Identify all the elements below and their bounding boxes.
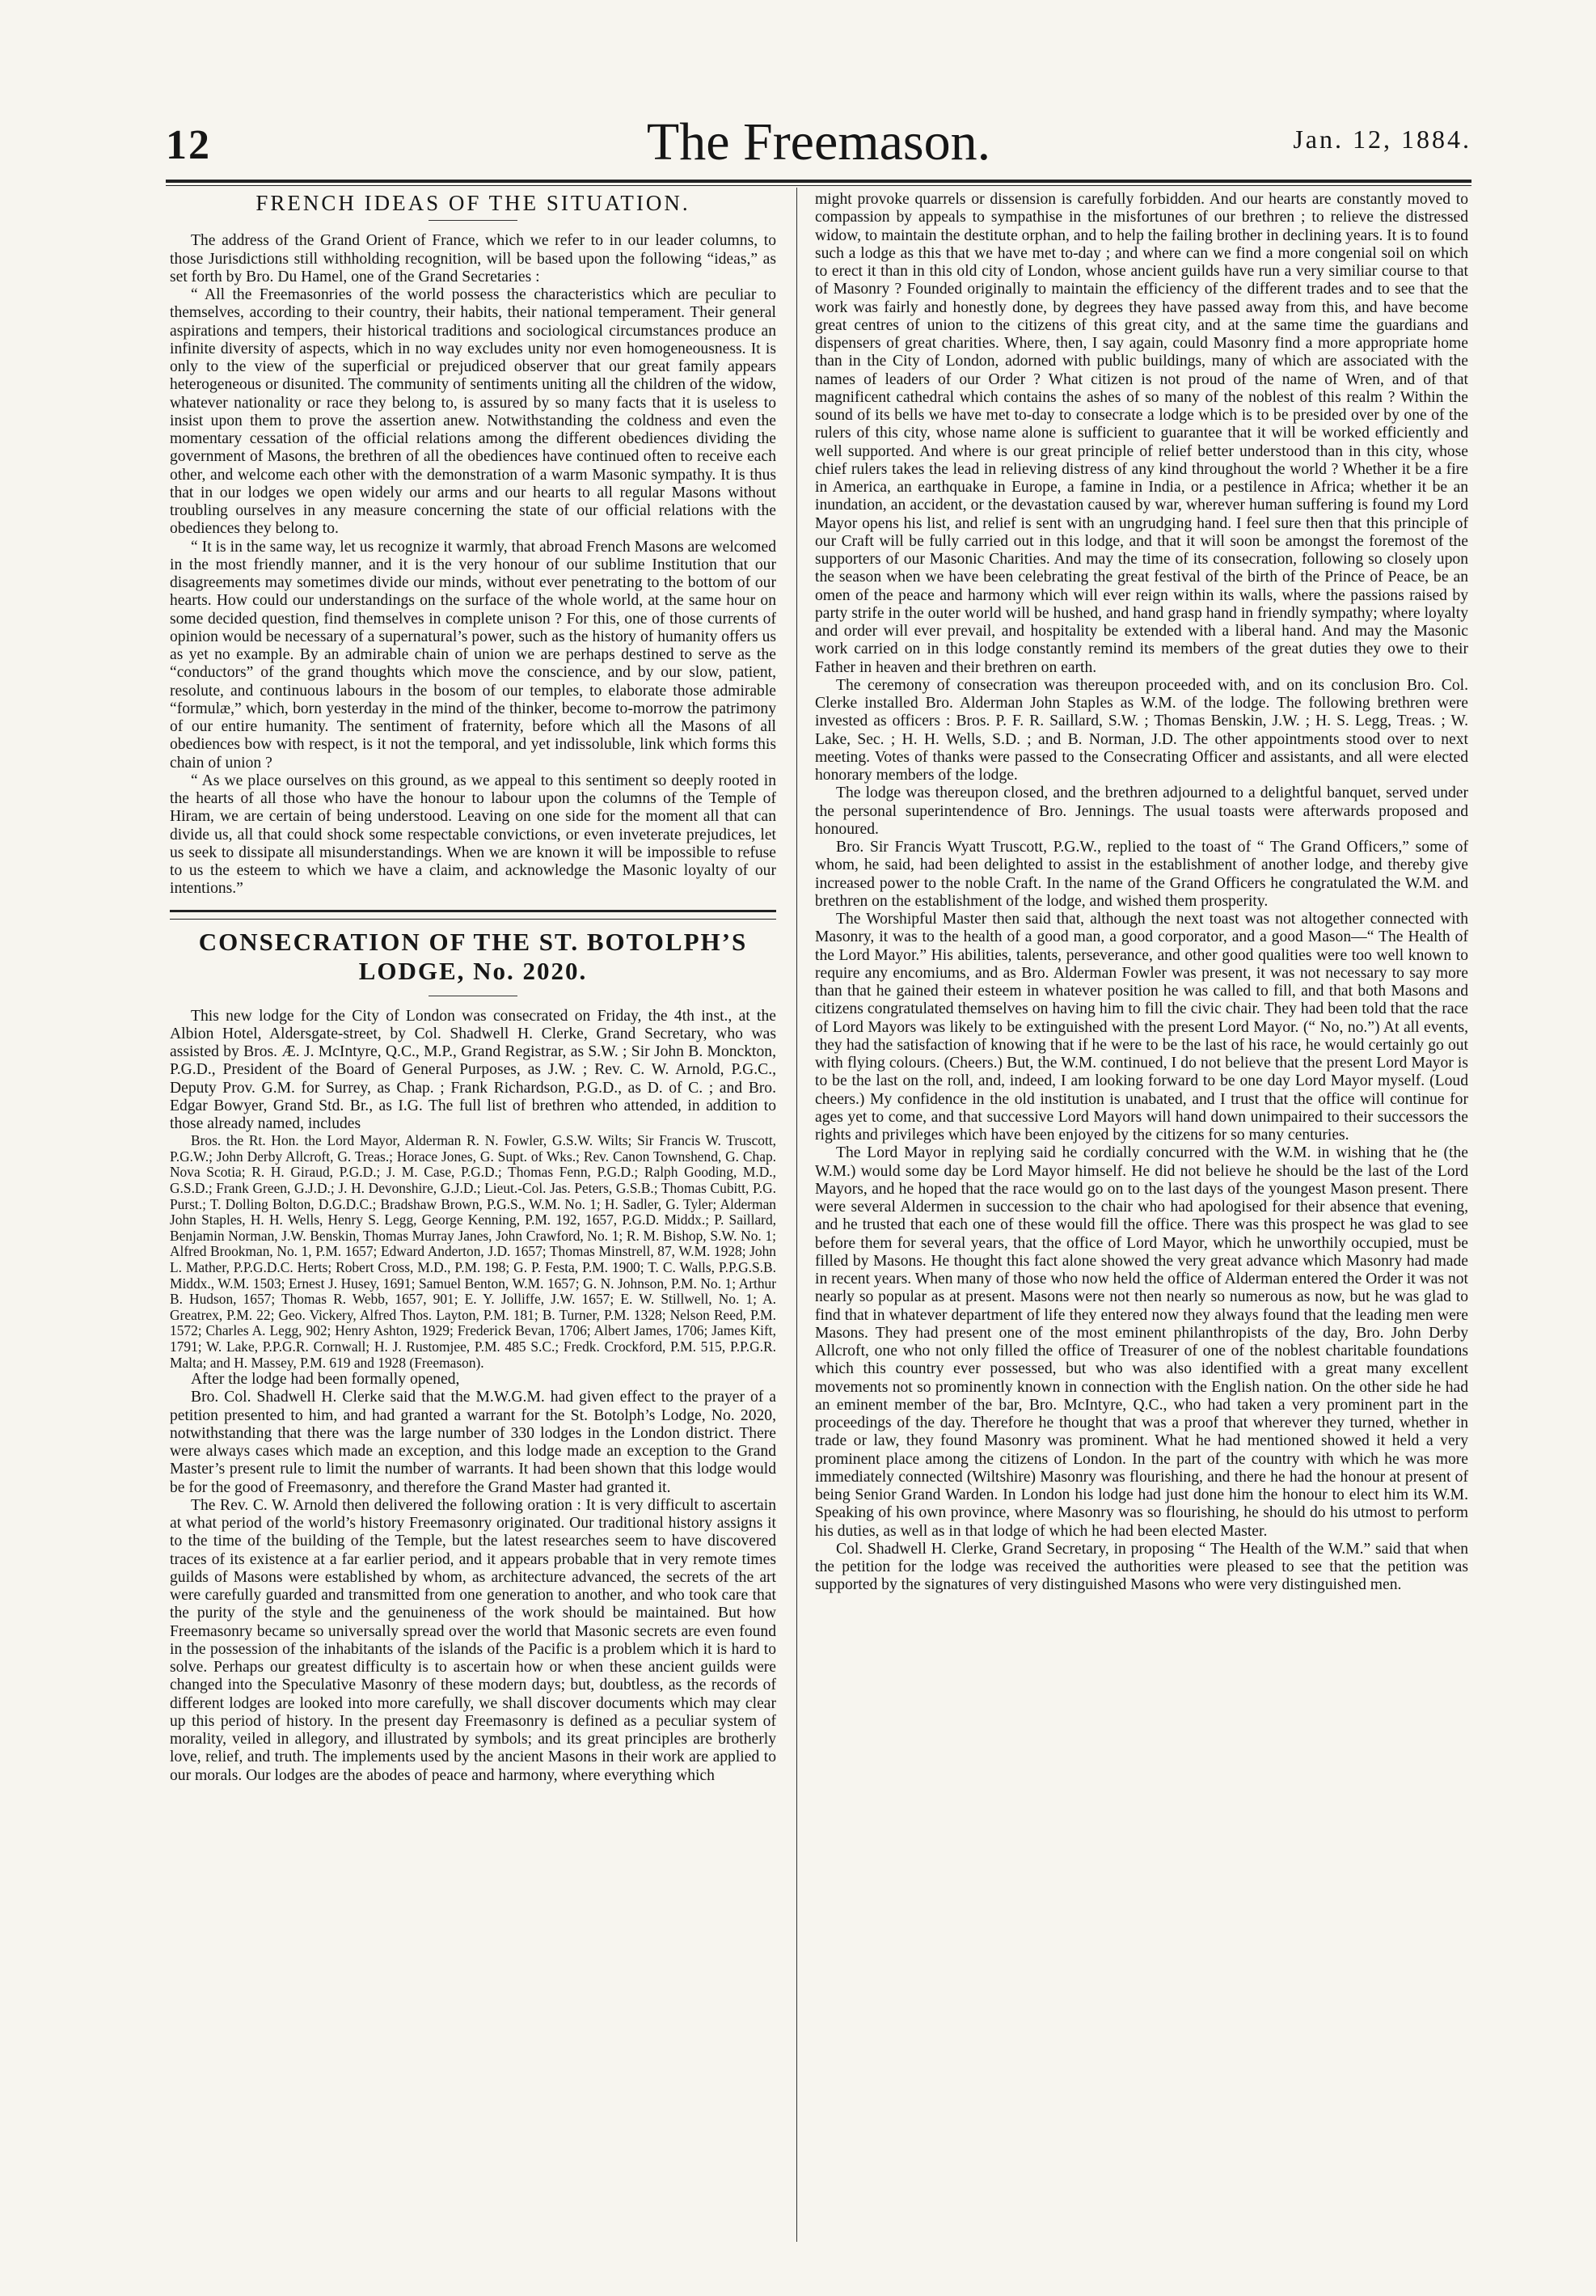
article-paragraph: “ As we place ourselves on this ground, as we appeal to this sentiment so deeply rooted in the hearts of all those who have the honour to labour upon the columns of the Temple of Hiram, we are certain of being understood. Leaving on one side for the moment all that can divide us, all that could shock some respectable convictions, or even inveterate prejudices, let us seek to dissipate all misunderstandings. When we are known it will be impossible to refuse to us the esteem to which we have a claim, and acknowledge the Masonic loyalty of our intentions.” [170,772,776,898]
article-paragraph: Bro. Col. Shadwell H. Clerke said that the M.W.G.M. had given effect to the prayer of a petition presented to him, and had granted a warrant for the St. Botolph’s Lodge, No. 2020, notwithstanding that there was the large number of 330 lodges in the London district. There were always cases which made an exception, and this lodge made an exception to the Grand Master’s present rule to limit the number of warrants. It had been shown that this lodge would be for the good of Freemasonry, and therefore the Grand Master had granted it. [170,1389,776,1496]
article-paragraph: might provoke quarrels or dissension is carefully forbidden. And our hearts are constantly moved to compassion by appeals to sympathise in the misfortunes of our brethren ; to relieve the distressed widow, to maintain the destitute orphan, and to help the failing brother in declining years. It is to found such a lodge as this that we have met to-day ; and where can we find a more congenial soil on which to erect it than in this old city of London, whose ancient guilds have run a very similiar course to that of Masonry ? Founded originally to maintain the efficiency of the different trades and to see that the work was fairly and honestly done, by degrees they have passed away from this, and have become great centres of union to the citizens of this great city, and at the same time the guardians and dispensers of great charities. Where, then, I say again, could Masonry find a more appropriate home than in the City of London, adorned with public buildings, many of which are associated with the names of leaders of our Order ? What citizen is not proud of the name of Wren, and of that magnificent cathedral which contains the ashes of so many of the noblest of this realm ? Within the sound of its bells we have met to-day to consecrate a lodge which is to be presided over by one of the rulers of this city, whose name alone is sufficient to guarantee that it will be worked efficiently and well supported. And where is our great principle of relief better understood than in this city, whose chief rulers takes the lead in relieving distress of any kind throughout the world ? Whether it be a fire in America, an earthquake in Europe, a famine in India, or a pestilence in Africa; whether it be an inundation, an accident, or the devastation caused by war, wherever human suffering is found my Lord Mayor opens his list, and relief is sent with an ungrudging hand. I feel sure then that this principle of our Craft will be fully carried out in this lodge, and that it will soon be amongst the foremost of the supporters of our Masonic Charities. And may the time of its consecration, following so closely upon the season when we have been celebrating the great festival of the birth of the Prince of Peace, be an omen of the peace and harmony which will ever reign within its walls, where the passions raised by party strife in the outer world will be hushed, and hand grasp hand in friendly sympathy; where loyalty and order will ever prevail, and hospitality be extended with a liberal hand. And may the Masonic work carried on in this lodge constantly remind its members of the great duties they owe to their Father in heaven and their brethren on earth. [815,191,1468,676]
article-paragraph: Col. Shadwell H. Clerke, Grand Secretary, in proposing “ The Health of the W.M.” said that when the petition for the lodge was received the authorities were pleased to see that the petition was supported by the signatures of very distinguished Masons who were very distinguished men. [815,1540,1468,1594]
column-divider [796,188,797,2242]
article-paragraph: The lodge was thereupon closed, and the brethren adjourned to a delightful banquet, served under the personal superintendence of Bro. Jennings. The usual toasts were afterwards proposed and honoured. [815,784,1468,838]
article-paragraph: The Rev. C. W. Arnold then delivered the following oration : It is very difficult to ascertain at what period of the world’s history Freemasonry originated. Our traditional history assigns it to the time of the building of the Temple, but the latest researches seem to have discovered traces of its existence at a far earlier period, and it appears probable that in very remote times guilds of Masons were established by whom, as architecture advanced, the secrets of the art were carefully guarded and transmitted from one generation to another, and who took care that the purity of the style and the genuineness of the work should be maintained. But how Freemasonry became so universally spread over the world that Masonic secrets are even found in the possession of the inhabitants of the islands of the Pacific is a problem which it is hard to solve. Perhaps our greatest difficulty is to ascertain how or when these ancient guilds were changed into the Speculative Masonry of these modern days; but, doubtless, as the records of different lodges are looked into more carefully, we shall discover documents which may clear up this period of history. In the present day Freemasonry is defined as a peculiar system of morality, veiled in allegory, and illustrated by symbols; and its great principles are brotherly love, relief, and truth. The implements used by the ancient Masons in their work are applied to our morals. Our lodges are the abodes of peace and harmony, where everything which [170,1496,776,1784]
article-heading-consecration: CONSECRATION OF THE ST. BOTOLPH’S LODGE, No. 2020. [198,927,748,985]
article-paragraph: After the lodge had been formally opened, [191,1371,460,1389]
article-paragraph: The Lord Mayor in replying said he cordially concurred with the W.M. in wishing that he (the W.M.) would some day be Lord Mayor himself. He did not believe he should be the last of the Lord Mayors, and he hoped that the race would go on to the last days of the youngest Mason present. There were several Aldermen in succession to the chair who had apologised for their absence that evening, and he trusted that each one of these would fill the office. There was this prospect he was glad to see before them for several years, that the office of Lord Mayor, which he unworthily occupied, must be filled by Masons. He thought this fact alone showed the very great advance which Masonry had made in recent years. When many of those who now held the office of Alderman entered the Order it was not nearly so popular as at present. Masons were not then nearly so numerous as now, but he was glad to find that in whatever department of life they entered now they always found that the leading men were Masons. They had present one of the most eminent philanthropists of the day, Bro. John Derby Allcroft, one who not only filled the office of Treasurer of one of the noblest charitable foundations which this country ever possessed, but who was also identified with a great many excellent movements not so prominently known in connection with the English nation. On the other side he had an eminent member of the bar, Bro. McIntyre, Q.C., who had taken a very prominent part in the proceedings of the day. Therefore he thought that was a proof that wherever they turned, whether in trade or law, they found Masonry was prominent. What he had mentioned showed it held a very prominent place among the citizens of London. In the part of the country with which he was more immediately connected (Wiltshire) Masonry was flourishing, and there he had the honour at present of being Senior Grand Warden. In London his lodge had just done him the honour to elect him its W.M. Speaking of his own province, where Masonry was so flourishing, he should do his utmost to perform his duties, as well as in that lodge of which he had been elected Master. [815,1144,1468,1540]
masthead-rule-thin [166,185,1471,186]
masthead [166,112,1471,178]
article-paragraph: The Worshipful Master then said that, although the next toast was not altogether connected with Masonry, it was to the health of a good man, a good corporator, and a good Mason—“ The Health of the Lord Mayor.” His abilities, talents, perseverance, and other good qualities were too well known to require any encomiums, and as Bro. Alderman Fowler was present, it was not necessary to say more than that he gained their esteem in whatever position he was called to fill, and that both Masons and citizens congratulated themselves on having him to fill the civic chair. They had been told that the race of Lord Mayors was likely to be extinguished with the present Lord Mayor. (“ No, no.”) At all events, they had the satisfaction of knowing that if he were to be the last of his race, he would certainly go out with flying colours. (Cheers.) But, the W.M. continued, I do not believe that the present Lord Mayor is to be the last on the roll, and, indeed, I am looking forward to be one day Lord Mayor myself. (Loud cheers.) My confidence in the old institution is unabated, and I trust that the office will continue for ages yet to come, and that successive Lord Mayors will hand down unimpaired to their successors the rights and privileges which have been enjoyed by the citizens for so many centuries. [815,911,1468,1144]
article-heading-french-ideas: FRENCH IDEAS OF THE SITUATION. [255,191,690,215]
right-column [815,191,1468,1595]
issue-date: Jan. 12, 1884. [1293,125,1471,154]
page-number: 12 [166,122,211,168]
heading-rule [429,220,517,221]
article-paragraph: The address of the Grand Orient of France, which we refer to in our leader columns, to those Jurisdictions still withholding recognition, will be based upon the following “ideas,” as set forth by Bro. Du Hamel, one of the Grand Secretaries : [170,232,776,285]
attendance-list: Bros. the Rt. Hon. the Lord Mayor, Alderman R. N. Fowler, G.S.W. Wilts; Sir Francis W. Truscott, P.G.W.; John Derby Allcroft, G. Treas.; Horace Jones, G. Supt. of Wks.; Rev. Canon Townshend, G. Chap. Nova Scotia; R. H. Giraud, P.G.D.; J. M. Case, P.G.D.; Thomas Fenn, P.G.D.; Ralph Gooding, M.D., G.S.D.; Frank Green, G.J.D.; J. H. Devonshire, G.J.D.; Lieut.-Col. Jas. Peters, G.S.B.; Thomas Cubitt, P.G. Purst.; T. Dolling Bolton, D.G.D.C.; Bradshaw Brown, P.G.S., W.M. No. 1; H. Sadler, G. Tyler; Alderman John Staples, H. H. Wells, Henry S. Legg, George Kenning, P.M. 192, 1657, P.G.D. Middx.; P. Saillard, Benjamin Norman, J.W. Benskin, Thomas Murray Janes, John Crawford, No. 1; R. M. Bishop, S.W. No. 1; Alfred Brookman, No. 1, P.M. 1657; Edward Anderton, J.D. 1657; Thomas Minstrell, 87, W.M. 1928; John L. Mather, P.P.G.D.C. Herts; Robert Cross, M.D., P.M. 198; G. P. Festa, P.M. 1900; T. C. Walls, P.P.G.S.B. Middx., W.M. 1503; Ernest J. Husey, 1691; Samuel Benton, W.M. 1657; G. N. Johnson, P.M. No. 1; Arthur B. Hudson, 1657; Thomas R. Webb, 1657, 901; E. Y. Jolliffe, J.W. 1657; E. W. Stillwell, No. 1; A. Greatrex, P.M. 22; Geo. Vickery, Alfred Thos. Layton, P.M. 181; B. Turner, P.M. 1328; Nelson Reed, P.M. 1572; Charles A. Legg, 902; Henry Ashton, 1929; Frederick Bevan, 1706; Albert James, 1706; James Kift, 1791; W. Lake, P.P.G.R. Cornwall; H. J. Rustomjee, P.M. 485 S.C.; Fredk. Crockford, P.M. 515, P.P.G.R. Malta; and H. Massey, P.M. 619 and 1928 (Freemason). [170,1132,776,1371]
section-separator [170,910,776,920]
article-paragraph: Bro. Sir Francis Wyatt Truscott, P.G.W., replied to the toast of “ The Grand Officers,” some of whom, he said, had been delighted to assist in the establishment of another lodge, and thereby give increased power to the noble Craft. In the name of the Grand Officers he congratulated the W.M. and brethren on the establishment of the lodge, and wished them prosperity. [815,839,1468,910]
newspaper-title: The Freemason. [646,112,991,171]
article-paragraph: “ All the Freemasonries of the world possess the characteristics which are peculiar to themselves, according to their country, their habits, their national temperament. Their general aspirations and tempers, their historical traditions and sociological circumstances produce an infinite diversity of aspects, which in no way excludes unity nor even homogeneousness. It is only to the view of the superficial or prejudiced observer that our great family appears heterogeneous or disunited. The community of sentiments uniting all the children of the widow, whatever nationality or race they belong to, is assured by so many facts that it is useless to insist upon them to prove the assertion anew. Notwithstanding the coldness and even the momentary cessation of the official relations among the different obediences dividing the government of Masons, the brethren of all the obediences have continued often to receive each other, and welcome each other with the demonstration of a warm Masonic sympathy. It is thus that in our lodges we open widely our arms and our hearts to all regular Masons without troubling ourselves in any measure concerning the state of our official relations with the obediences they belong to. [170,286,776,538]
article-paragraph: The ceremony of consecration was thereupon proceeded with, and on its conclusion Bro. Col. Clerke installed Bro. Alderman John Staples as W.M. of the lodge. The following brethren were invested as officers : Bros. P. F. R. Saillard, S.W. ; Thomas Benskin, J.W. ; H. S. Legg, Treas. ; W. Lake, Sec. ; H. H. Wells, S.D. ; and B. Norman, J.D. The other appointments stood over to next meeting. Votes of thanks were passed to the Consecrating Officer and assistants, and all were elected honorary members of the lodge. [815,676,1468,784]
article-paragraph: “ It is in the same way, let us recognize it warmly, that abroad French Masons are welcomed in the most friendly manner, and it is the very honour of our sublime Institution that our disagreements may sometimes divide our minds, without ever penetrating to the bottom of our hearts. How could our understandings on the surface of the whole world, at the same hour on some decided question, find themselves in complete unison ? For this, one of those currents of opinion would be necessary of a supernatural’s power, such as the history of humanity offers us as yet no example. By an admirable chain of union we are perhaps destined to serve as the “conductors” of the grand thoughts which move the conscience, and by our slow, patient, resolute, and continuous labours in the bosom of our temples, to elaborate those admirable “formulæ,” which, born yesterday in the mind of the thinker, become to-morrow the patrimony of our entire humanity. The sentiment of fraternity, before which all the Masons of all obediences bow with respect, is it not the temporal, and yet indissoluble, link which forms this chain of union ? [170,538,776,772]
masthead-rule-thick [166,180,1471,183]
left-column [170,191,776,1785]
article-paragraph: This new lodge for the City of London was consecrated on Friday, the 4th inst., at the Albion Hotel, Aldersgate-street, by Col. Shadwell H. Clerke, Grand Secretary, who was assisted by Bros. Æ. J. McIntyre, Q.C., M.P., Grand Registrar, as S.W. ; Sir John B. Monckton, P.G.D., President of the Board of General Purposes, as J.W. ; Rev. C. W. Arnold, P.G.C., Deputy Prov. G.M. for Surrey, as Chap. ; Frank Richardson, P.G.D., as D. of C. ; and Bro. Edgar Bowyer, Grand Std. Br., as I.G. The full list of brethren who attended, in addition to those already named, includes [170,1007,776,1132]
